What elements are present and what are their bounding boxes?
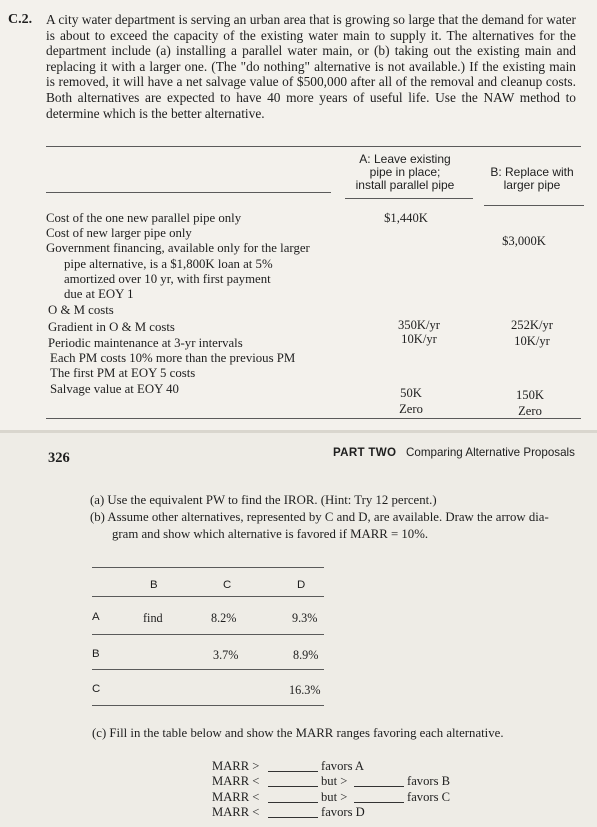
cell-b-first-pm: 150K — [516, 388, 544, 402]
cell-b-pipe-cost: $3,000K — [502, 234, 546, 248]
ror-table-bottom-rule — [92, 705, 324, 706]
ror-row-a: A — [92, 611, 100, 623]
part-title: Comparing Alternative Proposals — [406, 446, 575, 459]
ror-cell-a-b: find — [143, 611, 163, 625]
marr-row-4-blank[interactable] — [268, 817, 318, 818]
part-label: PART TWO — [333, 446, 397, 459]
table-top-rule — [46, 146, 581, 147]
cell-a-om-costs: 350K/yr — [398, 318, 440, 332]
marr-row-2-prefix: MARR < — [212, 774, 260, 788]
ror-cell-b-d: 8.9% — [293, 648, 319, 662]
ror-header-rule — [92, 596, 324, 597]
marr-row-2-blank-2[interactable] — [354, 786, 404, 787]
ror-rule-2 — [92, 669, 324, 670]
row-label-financing-2: pipe alternative, is a $1,800K loan at 5% — [64, 257, 273, 271]
marr-row-2-blank-1[interactable] — [268, 786, 318, 787]
header-b-line-1: B: Replace with — [490, 165, 574, 179]
ror-cell-a-d: 9.3% — [292, 611, 318, 625]
row-label-parallel-pipe: Cost of the one new parallel pipe only — [46, 211, 242, 225]
row-label-financing-4: due at EOY 1 — [64, 287, 134, 301]
question-b-line-1: (b) Assume other alternatives, represented by C and D, are available. Draw the arrow dia- — [90, 510, 549, 524]
row-label-om-gradient: Gradient in O & M costs — [48, 320, 175, 334]
header-rule-a — [345, 198, 473, 199]
row-label-larger-pipe: Cost of new larger pipe only — [46, 226, 192, 240]
marr-row-3-prefix: MARR < — [212, 790, 260, 804]
marr-row-1-favors-a: favors A — [321, 759, 365, 773]
row-label-first-pm: The first PM at EOY 5 costs — [50, 366, 196, 380]
header-rule-b — [484, 205, 584, 206]
ror-table-top-rule — [92, 567, 324, 568]
question-a: (a) Use the equivalent PW to find the IROR. (Hint: Try 12 percent.) — [90, 493, 437, 507]
marr-row-2-but: but > — [321, 774, 348, 788]
header-a-line-3: install parallel pipe — [355, 178, 455, 192]
ror-row-b: B — [92, 648, 100, 660]
cell-a-salvage: Zero — [399, 402, 423, 416]
problem-number: C.2. — [8, 12, 33, 27]
ror-cell-c-d: 16.3% — [289, 683, 321, 697]
marr-row-1-blank[interactable] — [268, 771, 318, 772]
marr-row-4-favors-d: favors D — [321, 805, 365, 819]
page-seam — [0, 430, 597, 433]
ror-column-b: B — [150, 579, 158, 591]
cell-a-first-pm: 50K — [400, 386, 422, 400]
marr-row-4-prefix: MARR < — [212, 805, 260, 819]
ror-cell-a-c: 8.2% — [211, 611, 237, 625]
ror-cell-b-c: 3.7% — [213, 648, 239, 662]
row-label-pm-increase: Each PM costs 10% more than the previous PM — [50, 351, 296, 365]
table-bottom-rule — [46, 418, 581, 419]
marr-row-3-favors-c: favors C — [407, 790, 451, 804]
marr-row-1-prefix: MARR > — [212, 759, 260, 773]
marr-row-3-blank-2[interactable] — [354, 802, 404, 803]
ror-rule-1 — [92, 634, 324, 635]
header-a-line-1: A: Leave existing — [359, 152, 451, 166]
marr-row-3-but: but > — [321, 790, 348, 804]
cell-b-om-gradient: 10K/yr — [514, 334, 550, 348]
header-b-line-2: larger pipe — [503, 178, 561, 192]
ror-column-c: C — [223, 579, 232, 591]
marr-row-3-blank-1[interactable] — [268, 802, 318, 803]
row-label-periodic-maintenance: Periodic maintenance at 3-yr intervals — [48, 336, 243, 350]
page-number: 326 — [48, 450, 70, 466]
cell-a-pipe-cost: $1,440K — [384, 211, 428, 225]
row-label-om-costs: O & M costs — [48, 303, 114, 317]
cell-b-salvage: Zero — [518, 404, 542, 418]
ror-row-c: C — [92, 683, 101, 695]
cell-b-om-costs: 252K/yr — [511, 318, 553, 332]
problem-statement: A city water department is serving an urban area that is growing so large that the demand for water is about to exceed the capacity of the existing water main to supply it. The alternatives for the department include (a) installing a parallel water main, or (b) taking out the existing main and replacing it with a larger one. (The "do nothing" alternative is not available.) If the existing main is removed, it will have a net salvage value of $500,000 after all of the removal and cleanup costs. Both alternatives are expected to have 40 more years of useful life. Use the NAW method to determine which is the better alternative. — [46, 12, 576, 121]
cell-a-om-gradient: 10K/yr — [401, 332, 437, 346]
part-heading — [333, 446, 575, 459]
row-label-financing-1: Government financing, available only for the larger — [46, 241, 310, 255]
ror-column-d: D — [297, 579, 306, 591]
header-rule-left — [46, 192, 331, 193]
column-header-b — [482, 166, 582, 192]
row-label-salvage: Salvage value at EOY 40 — [50, 382, 179, 396]
row-label-financing-3: amortized over 10 yr, with first payment — [64, 272, 271, 286]
column-header-a — [340, 153, 470, 192]
header-a-line-2: pipe in place; — [369, 165, 441, 179]
question-b-line-2: gram and show which alternative is favored if MARR = 10%. — [112, 527, 429, 541]
marr-row-2-favors-b: favors B — [407, 774, 451, 788]
question-c: (c) Fill in the table below and show the MARR ranges favoring each alternative. — [92, 726, 504, 740]
